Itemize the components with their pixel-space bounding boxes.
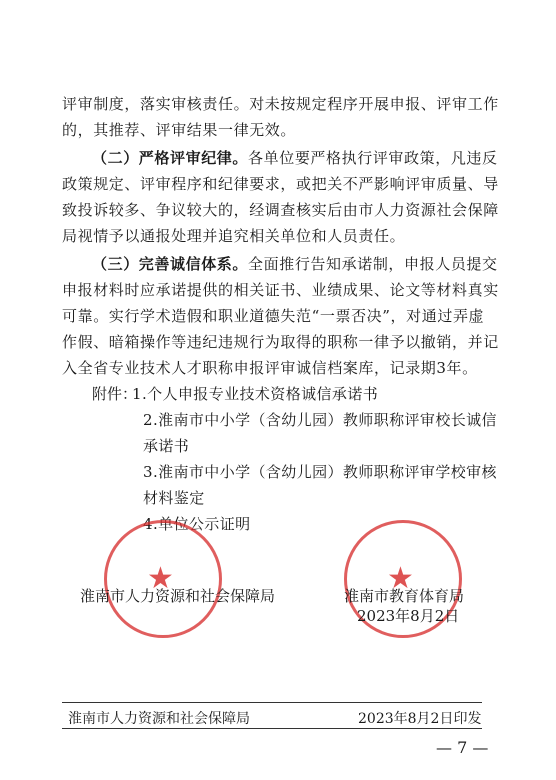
body-line: 局视情予以通报处理并追究相关单位和人员责任。 — [62, 227, 406, 245]
paragraph-3-heading: （三）完善诚信体系。 — [92, 255, 249, 273]
paragraph-3-text: 全面推行告知承诺制，申报人员提交 — [248, 255, 498, 273]
attachment-item: 2.淮南市中小学（含幼儿园）教师职称评审校长诚信 — [143, 411, 497, 429]
footer-rule-bottom — [62, 728, 482, 729]
page-number: — 7 — — [436, 738, 489, 757]
footer-issue-date: 2023年8月2日印发 — [358, 711, 482, 727]
paragraph-2-text: 各单位要严格执行评审政策，凡违反 — [248, 149, 498, 167]
seal-star-icon: ★ — [147, 561, 174, 596]
attachment-item: 4.单位公示证明 — [143, 515, 251, 533]
seal-star-icon: ★ — [387, 561, 414, 596]
footer-rule-top — [62, 702, 482, 703]
paragraph-3-first-line — [92, 254, 502, 274]
body-line: 作假、暗箱操作等违纪违规行为取得的职称一律予以撤销，并记 — [62, 333, 499, 351]
paragraph-2-first-line — [92, 148, 502, 168]
attachment-item: 3.淮南市中小学（含幼儿园）教师职称评审学校审核 — [143, 463, 497, 481]
signature-left-org: 淮南市人力资源和社会保障局 — [80, 587, 276, 605]
attachments-label: 附件： — [92, 385, 138, 403]
body-line: 的，其推荐、评审结果一律无效。 — [62, 121, 297, 139]
signature-date: 2023年8月2日 — [357, 607, 460, 625]
body-line: 评审制度，落实审核责任。对未按规定程序开展申报、评审工作 — [62, 95, 499, 113]
body-line: 申报材料时应承诺提供的相关证书、业绩成果、论文等材料真实 — [62, 281, 499, 299]
signature-right-org: 淮南市教育体育局 — [344, 587, 465, 605]
body-line: 入全省专业技术人才职称申报评审诚信档案库，记录期3年。 — [62, 359, 478, 377]
body-line: 致投诉较多、争议较大的，经调查核实后由市人力资源社会保障 — [62, 201, 499, 219]
body-line: 政策规定、评审程序和纪律要求，或把关不严影响评审质量、导 — [62, 175, 499, 193]
paragraph-2-heading: （二）严格评审纪律。 — [92, 149, 249, 167]
body-line: 可靠。实行学术造假和职业道德失范“一票否决”，对通过弄虚 — [62, 307, 485, 325]
attachment-item: 承诺书 — [143, 437, 190, 455]
attachment-item: 材料鉴定 — [143, 489, 205, 507]
official-seal-left — [104, 520, 222, 638]
footer-issuer: 淮南市人力资源和社会保障局 — [68, 711, 250, 727]
attachment-item: 1.个人申报专业技术资格诚信承诺书 — [132, 385, 379, 403]
